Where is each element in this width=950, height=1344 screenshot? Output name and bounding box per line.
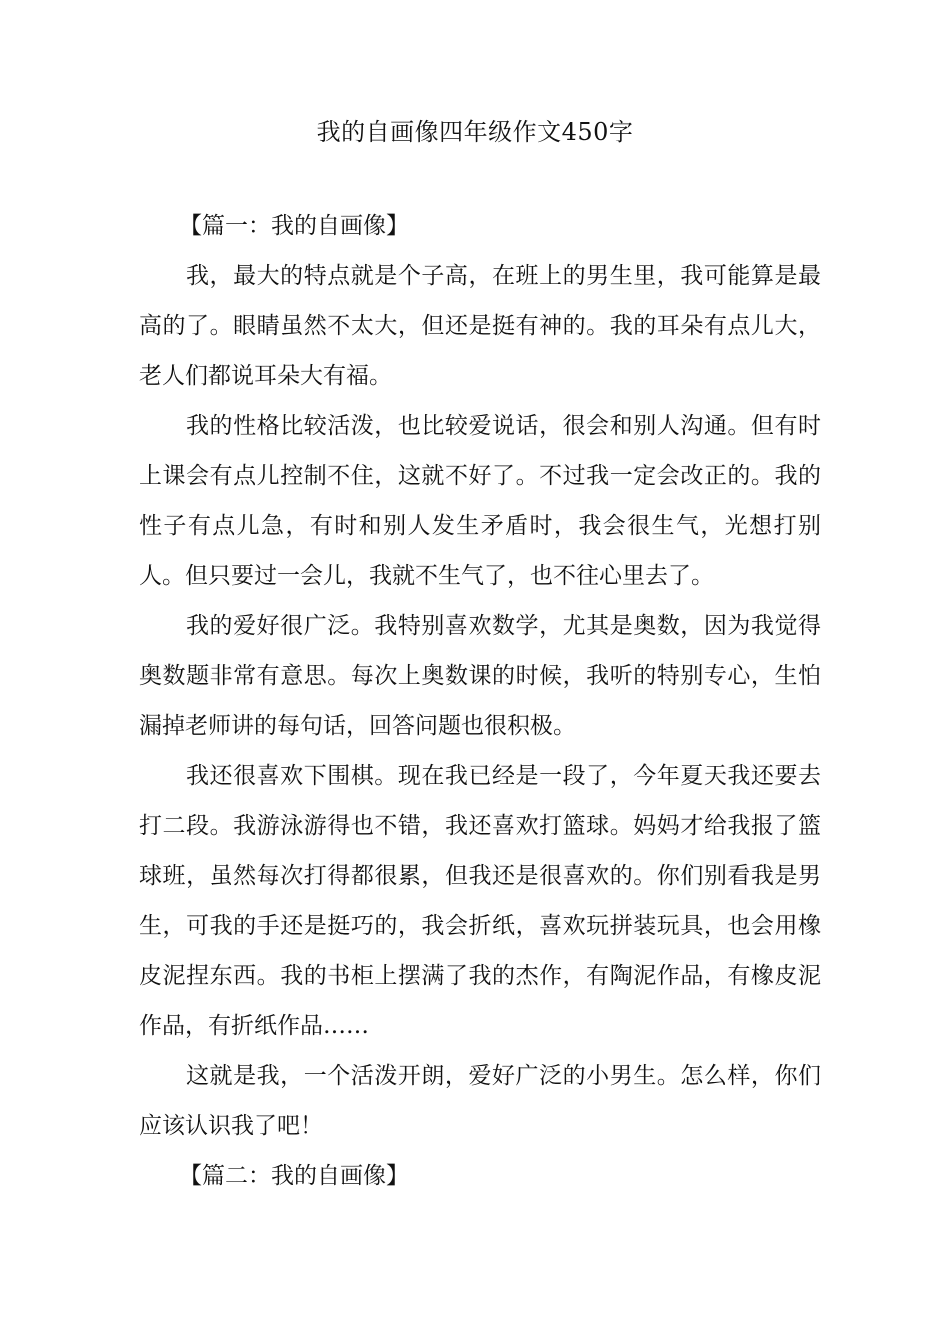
- document-body: [139, 201, 821, 1201]
- section-heading-2: 【篇二：我的自画像】: [179, 1163, 409, 1189]
- paragraph: 这就是我，一个活泼开朗，爱好广泛的小男生。怎么样，你们应该认识我了吧！: [139, 1063, 821, 1139]
- section-heading-1: 【篇一：我的自画像】: [179, 213, 409, 239]
- paragraph: 我的爱好很广泛。我特别喜欢数学，尤其是奥数，因为我觉得奥数题非常有意思。每次上奥数课的时候，我听的特别专心，生怕漏掉老师讲的每句话，回答问题也很积极。: [139, 613, 821, 739]
- document-title: 我的自画像四年级作文450字: [316, 118, 634, 146]
- paragraph: 我还很喜欢下围棋。现在我已经是一段了，今年夏天我还要去打二段。我游泳游得也不错，我还喜欢打篮球。妈妈才给我报了篮球班，虽然每次打得都很累，但我还是很喜欢的。你们别看我是男生，可我的手还是挺巧的，我会折纸，喜欢玩拼装玩具，也会用橡皮泥捏东西。我的书柜上摆满了我的杰作，有陶泥作品，有橡皮泥作品，有折纸作品……: [139, 763, 821, 1039]
- paragraph: 我，最大的特点就是个子高，在班上的男生里，我可能算是最高的了。眼睛虽然不太大，但还是挺有神的。我的耳朵有点儿大，老人们都说耳朵大有福。: [139, 263, 821, 389]
- paragraph: 我的性格比较活泼，也比较爱说话，很会和别人沟通。但有时上课会有点儿控制不住，这就不好了。不过我一定会改正的。我的性子有点儿急，有时和别人发生矛盾时，我会很生气，光想打别人。但只要过一会儿，我就不生气了，也不往心里去了。: [139, 413, 821, 589]
